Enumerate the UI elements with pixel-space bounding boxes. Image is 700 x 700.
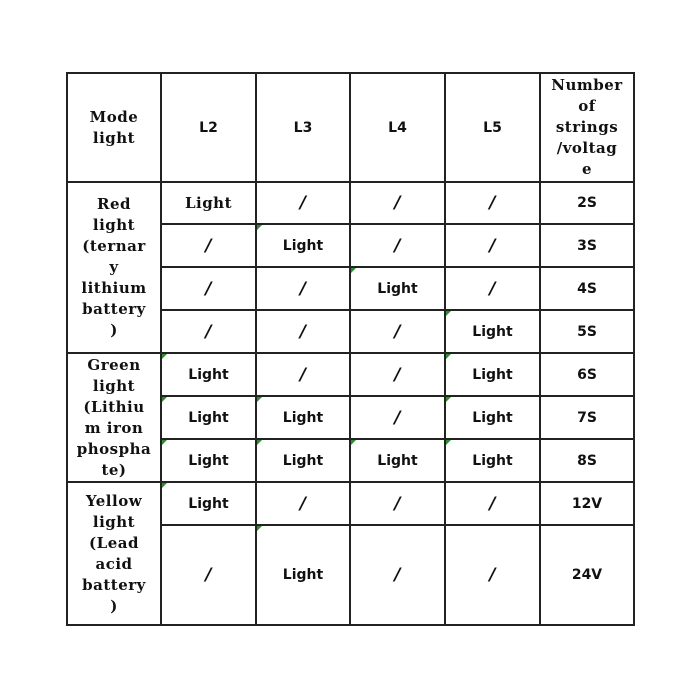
header-l5: L5 bbox=[445, 73, 540, 182]
cell-l3: / bbox=[256, 267, 350, 310]
cell-l2: Light bbox=[161, 182, 256, 224]
header-row bbox=[67, 73, 634, 182]
cell-l4: / bbox=[350, 224, 445, 267]
cell-l5: / bbox=[445, 482, 540, 525]
table-row bbox=[67, 353, 634, 396]
cell-value: 5S bbox=[540, 310, 634, 353]
group-red-light: Red light (ternar y lithium battery ) bbox=[67, 182, 161, 353]
cell-l3: Light bbox=[256, 224, 350, 267]
cell-l5: Light bbox=[445, 396, 540, 439]
cell-l3: / bbox=[256, 182, 350, 224]
cell-l2: Light bbox=[161, 482, 256, 525]
cell-l4: / bbox=[350, 482, 445, 525]
cell-l2: Light bbox=[161, 439, 256, 482]
cell-value: 7S bbox=[540, 396, 634, 439]
cell-l3: / bbox=[256, 482, 350, 525]
cell-l5: / bbox=[445, 525, 540, 625]
cell-l2: / bbox=[161, 267, 256, 310]
cell-l3: / bbox=[256, 353, 350, 396]
cell-value: 6S bbox=[540, 353, 634, 396]
cell-l2: / bbox=[161, 310, 256, 353]
group-yellow-light: Yellow light (Lead acid battery ) bbox=[67, 482, 161, 625]
cell-l3: Light bbox=[256, 525, 350, 625]
cell-l4: / bbox=[350, 396, 445, 439]
cell-l4: / bbox=[350, 310, 445, 353]
cell-l2: Light bbox=[161, 396, 256, 439]
table-row bbox=[67, 182, 634, 224]
cell-l5: / bbox=[445, 182, 540, 224]
cell-l2: / bbox=[161, 525, 256, 625]
cell-l5: / bbox=[445, 224, 540, 267]
cell-value: 3S bbox=[540, 224, 634, 267]
mode-light-table bbox=[66, 72, 635, 626]
header-l3: L3 bbox=[256, 73, 350, 182]
cell-l4: Light bbox=[350, 267, 445, 310]
header-l4: L4 bbox=[350, 73, 445, 182]
header-strings-voltage: Number of strings /voltag e bbox=[540, 73, 634, 182]
cell-l4: / bbox=[350, 182, 445, 224]
cell-l2: Light bbox=[161, 353, 256, 396]
cell-value: 8S bbox=[540, 439, 634, 482]
header-l2: L2 bbox=[161, 73, 256, 182]
cell-value: 24V bbox=[540, 525, 634, 625]
cell-l4: / bbox=[350, 353, 445, 396]
cell-l4: Light bbox=[350, 439, 445, 482]
group-green-light: Green light (Lithiu m iron phospha te) bbox=[67, 353, 161, 482]
cell-l4: / bbox=[350, 525, 445, 625]
table-row bbox=[67, 482, 634, 525]
cell-value: 12V bbox=[540, 482, 634, 525]
cell-l2: / bbox=[161, 224, 256, 267]
cell-l3: / bbox=[256, 310, 350, 353]
cell-value: 4S bbox=[540, 267, 634, 310]
cell-l5: Light bbox=[445, 310, 540, 353]
cell-l3: Light bbox=[256, 439, 350, 482]
cell-value: 2S bbox=[540, 182, 634, 224]
cell-l5: Light bbox=[445, 439, 540, 482]
cell-l3: Light bbox=[256, 396, 350, 439]
cell-l5: / bbox=[445, 267, 540, 310]
header-mode-light: Mode light bbox=[67, 73, 161, 182]
cell-l5: Light bbox=[445, 353, 540, 396]
